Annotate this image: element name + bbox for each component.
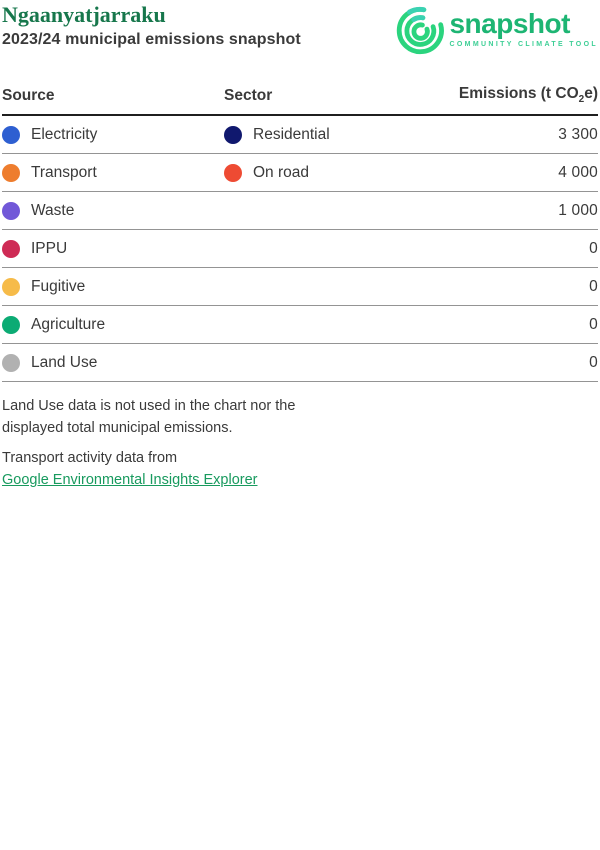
source-label: Agriculture xyxy=(31,315,106,333)
logo-text xyxy=(449,4,598,48)
source-label: Waste xyxy=(31,201,75,219)
source-color-dot xyxy=(2,316,20,334)
table-row xyxy=(2,192,598,230)
emissions-value: 0 xyxy=(589,239,598,257)
page-subtitle: 2023/24 municipal emissions snapshot xyxy=(2,31,301,48)
source-color-dot xyxy=(2,278,20,296)
emissions-value: 0 xyxy=(589,315,598,333)
land-use-note: Land Use data is not used in the chart nor the displayed total municipal emissions. xyxy=(2,398,296,437)
transport-note xyxy=(2,447,337,491)
google-eie-link[interactable]: Google Environmental Insights Explorer xyxy=(2,472,258,489)
emissions-header-prefix: Emissions (t CO xyxy=(458,85,579,102)
sector-color-dot xyxy=(224,126,242,144)
source-label: Fugitive xyxy=(31,277,86,295)
transport-note-text: Transport activity data from xyxy=(2,450,178,467)
column-header-emissions xyxy=(416,85,598,105)
source-color-dot xyxy=(2,126,20,144)
sector-color-dot xyxy=(224,164,242,182)
column-header-sector: Sector xyxy=(224,87,273,105)
snapshot-arcs-icon xyxy=(395,4,445,61)
emissions-value: 0 xyxy=(589,277,598,295)
source-color-dot xyxy=(2,164,20,182)
snapshot-logo xyxy=(395,4,598,61)
emissions-value: 3 300 xyxy=(558,125,598,143)
logo-wordmark: snapshot xyxy=(449,8,570,39)
source-color-dot xyxy=(2,202,20,220)
logo-tagline: COMMUNITY CLIMATE TOOL xyxy=(449,41,598,48)
table-row xyxy=(2,268,598,306)
emissions-value: 4 000 xyxy=(558,163,598,181)
table-row xyxy=(2,230,598,268)
table-row xyxy=(2,116,598,154)
header-titles xyxy=(2,2,301,52)
sector-label: Residential xyxy=(253,125,330,143)
source-color-dot xyxy=(2,240,20,258)
page-header xyxy=(2,2,598,61)
source-label: Transport xyxy=(31,163,97,181)
footnotes xyxy=(2,395,337,491)
table-row xyxy=(2,154,598,192)
table-row xyxy=(2,344,598,382)
emissions-header-subscript: 2 xyxy=(578,94,585,106)
column-header-source: Source xyxy=(2,87,55,105)
emissions-value: 0 xyxy=(589,353,598,371)
emissions-header-suffix: e) xyxy=(584,85,598,102)
emissions-table-header xyxy=(2,85,598,116)
source-label: IPPU xyxy=(31,239,68,257)
source-color-dot xyxy=(2,354,20,372)
table-row xyxy=(2,306,598,344)
emissions-table xyxy=(2,85,598,382)
municipality-title: Ngaanyatjarraku xyxy=(2,2,166,27)
sector-label: On road xyxy=(253,163,310,181)
emissions-value: 1 000 xyxy=(558,201,598,219)
emissions-table-body xyxy=(2,116,598,382)
source-label: Land Use xyxy=(31,353,98,371)
source-label: Electricity xyxy=(31,125,98,143)
